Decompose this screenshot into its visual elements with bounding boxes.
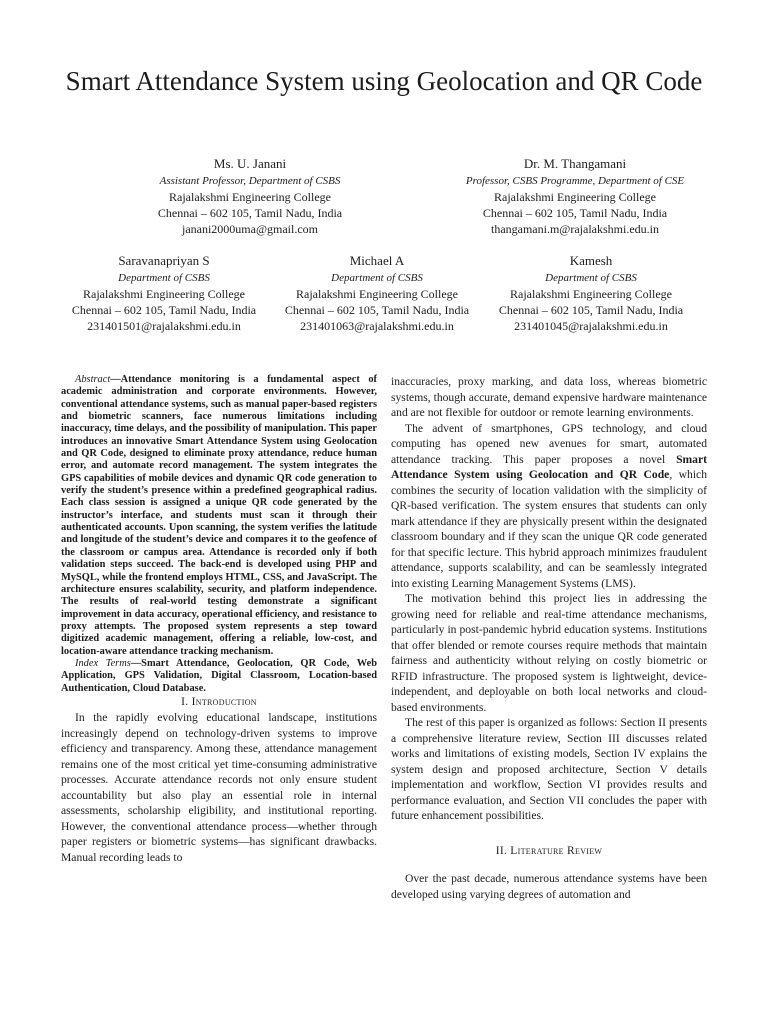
author-name: Dr. M. Thangamani [523,156,627,171]
literature-paragraph-1: Over the past decade, numerous attendance systems have been developed using varying degrees of automation and [391,872,707,901]
abstract [61,374,377,658]
intro-p2-bold: Smart Attendance System using Geolocation and QR Code [391,452,707,481]
intro-p2-text-b: , which combines the security of location validation with the simplicity of QR-based verification. The system ensures that students can only mark attendance if they are physically present within the designated classroom boundary and if they scan the unique QR code generated for that specific lecture. This hybrid approach minimizes fraudulent attendance, supports scalability, and can be seamlessly integrated into existing Learning Management Systems (LMS). [391,468,707,590]
section-number: I. [181,695,192,708]
intro-paragraph-1-continued: inaccuracies, proxy marking, and data loss, whereas biometric systems, though accurate, demand expensive hardware maintenance and are not flexible for outdoor or remote learning environments. [391,375,707,419]
author-email: janani2000uma@gmail.com [181,222,319,236]
author-name: Saravanapriyan S [118,253,210,268]
section-title: Literature Review [510,844,603,857]
author-institution: Rajalakshmi Engineering College [494,190,656,204]
author-block-thangamani [450,155,700,237]
section-number: II. [495,844,511,857]
index-terms-label: Index Terms [75,657,131,669]
author-role: Department of CSBS [331,272,423,284]
author-institution: Rajalakshmi Engineering College [169,190,331,204]
author-role: Professor, CSBS Programme, Department of CSE [465,175,685,187]
author-role: Department of CSBS [118,272,210,284]
author-institution: Rajalakshmi Engineering College [510,287,672,301]
author-name: Michael A [349,253,405,268]
intro-paragraph-3: The motivation behind this project lies in addressing the growing need for reliable and real-time attendance mechanisms, particularly in post-pandemic hybrid education systems. Institutions that offer blended or remote courses require methods that maintain fairness and authenticity without relying on costly biometric or RFID infrastructure. The proposed system is lightweight, device-independent, and deployable on both local networks and cloud-based environments. [391,592,707,714]
author-role: Department of CSBS [545,272,637,284]
author-institution: Rajalakshmi Engineering College [296,287,458,301]
author-address: Chennai – 602 105, Tamil Nadu, India [284,303,470,317]
author-role: Assistant Professor, Department of CSBS [159,175,341,187]
author-email: 231401501@rajalakshmi.edu.in [87,319,241,333]
intro-paragraph-2 [391,421,707,592]
left-column [61,374,377,865]
author-name: Ms. U. Janani [213,156,287,171]
paper-title: Smart Attendance System using Geolocation and QR Code [65,66,703,96]
author-block-saravanapriyan [62,252,266,334]
intro-paragraph-1: In the rapidly evolving educational landscape, institutions increasingly depend on technology-driven systems to improve efficiency and transparency. Among these, attendance management remains one of the most critical yet time-consuming administrative processes. Accurate attendance records not only ensure student accountability but also play an essential role in internal assessments, scholarship eligibility, and institutional reporting. However, the conventional attendance process—whether through paper registers or biometric systems—has significant drawbacks. Manual recording leads to [61,711,377,864]
abstract-text: —Attendance monitoring is a fundamental aspect of academic administration and corporate environments. However, conventional attendance systems, such as manual paper-based registers and biometric scanners, face numerous limitations including inaccuracy, time delays, and the possibility of manipulation. This paper introduces an innovative Smart Attendance System using Geolocation and QR Code, designed to eliminate proxy attendance, reduce human error, and automate record management. The system integrates the GPS capabilities of mobile devices and dynamic QR code generation to verify the student’s presence within a predefined geographical radius. Each class session is assigned a unique QR code generated by the instructor’s interface, and students must scan it through their authenticated accounts. Upon scanning, the system verifies the latitude and longitude of the student’s device and compares it to the geofence of the classroom or campus area. Attendance is recorded only if both validation steps succeed. The back-end is developed using PHP and MySQL, while the frontend employs HTML, CSS, and JavaScript. The architecture ensures scalability, security, and platform independence. The results of real-world testing demonstrate a significant improvement in data accuracy, operational efficiency, and resistance to proxy attempts. The proposed system represents a step toward digitized academic management, offering a reliable, low-cost, and location-aware attendance tracking mechanism. [61,374,377,657]
intro-paragraph-4: The rest of this paper is organized as follows: Section II presents a comprehensive literature review, Section III discusses related works and limitations of existing models, Section IV explains the system design and proposed architecture, Section V details implementation and workflow, Section VI provides results and performance evaluation, and Section VII concludes the paper with future enhancement possibilities. [391,716,707,822]
right-column [391,374,707,902]
author-address: Chennai – 602 105, Tamil Nadu, India [482,206,668,220]
author-email: 231401063@rajalakshmi.edu.in [300,319,454,333]
author-block-janani [140,155,360,237]
section-title: Introduction [191,695,257,708]
index-terms-text: —Smart Attendance, Geolocation, QR Code, Web Application, GPS Validation, Digital Classroom, Location-based Authentication, Cloud Database. [61,657,378,694]
section-heading-introduction [61,695,377,711]
author-block-michael [275,252,479,334]
author-address: Chennai – 602 105, Tamil Nadu, India [157,206,343,220]
author-email: 231401045@rajalakshmi.edu.in [514,319,668,333]
author-address: Chennai – 602 105, Tamil Nadu, India [71,303,257,317]
author-email: thangamani.m@rajalakshmi.edu.in [490,222,659,236]
author-address: Chennai – 602 105, Tamil Nadu, India [498,303,684,317]
abstract-label: Abstract [75,374,111,385]
author-institution: Rajalakshmi Engineering College [83,287,245,301]
section-heading-literature-review [391,844,707,860]
author-block-kamesh [489,252,693,334]
author-name: Kamesh [569,253,613,268]
index-terms [61,658,377,695]
intro-p2-text-a: The advent of smartphones, GPS technology, and cloud computing has opened new avenues for smart, automated attendance tracking. This paper proposes a novel [391,421,707,466]
